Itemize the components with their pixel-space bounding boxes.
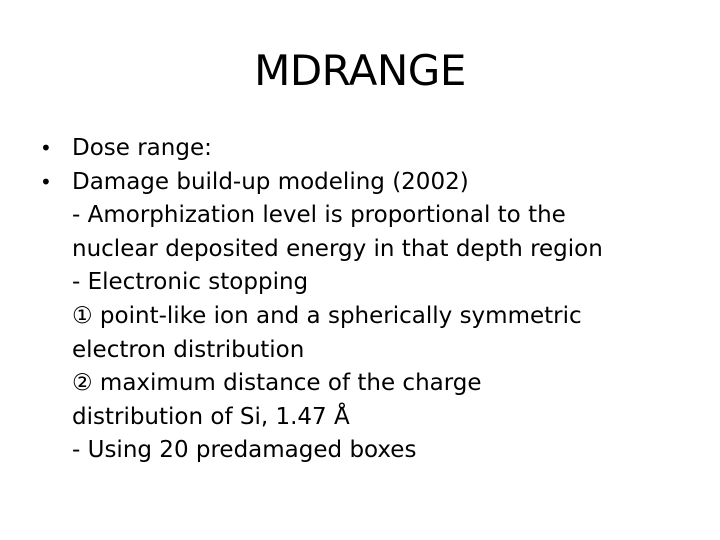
bullet-item-damage-buildup [40, 166, 700, 200]
slide-body [40, 132, 700, 468]
slide-title: MDRANGE [254, 46, 466, 95]
sub-line-amorphization: - Amorphization level is proportional to the [72, 202, 566, 229]
sub-line-point-like-ion: ① point-like ion and a spherically symmetric [72, 302, 582, 329]
sub-line-max-distance-cont: distribution of Si, 1.47 Å [72, 403, 350, 430]
bullet-marker: • [40, 169, 52, 194]
sub-line-amorphization-cont: nuclear deposited energy in that depth region [72, 235, 603, 262]
bullet-text: Damage build-up modeling (2002) [72, 168, 469, 195]
bullet-text: Dose range: [72, 135, 212, 161]
sub-points [40, 199, 700, 468]
sub-line-electronic-stopping: - Electronic stopping [72, 269, 309, 296]
sub-line-max-distance: ② maximum distance of the charge [72, 370, 482, 397]
sub-line-predamaged-boxes: - Using 20 predamaged boxes [72, 437, 417, 464]
bullet-item-dose-range [40, 132, 700, 166]
bullet-marker: • [40, 136, 52, 160]
sub-line-point-like-ion-cont: electron distribution [72, 336, 305, 363]
